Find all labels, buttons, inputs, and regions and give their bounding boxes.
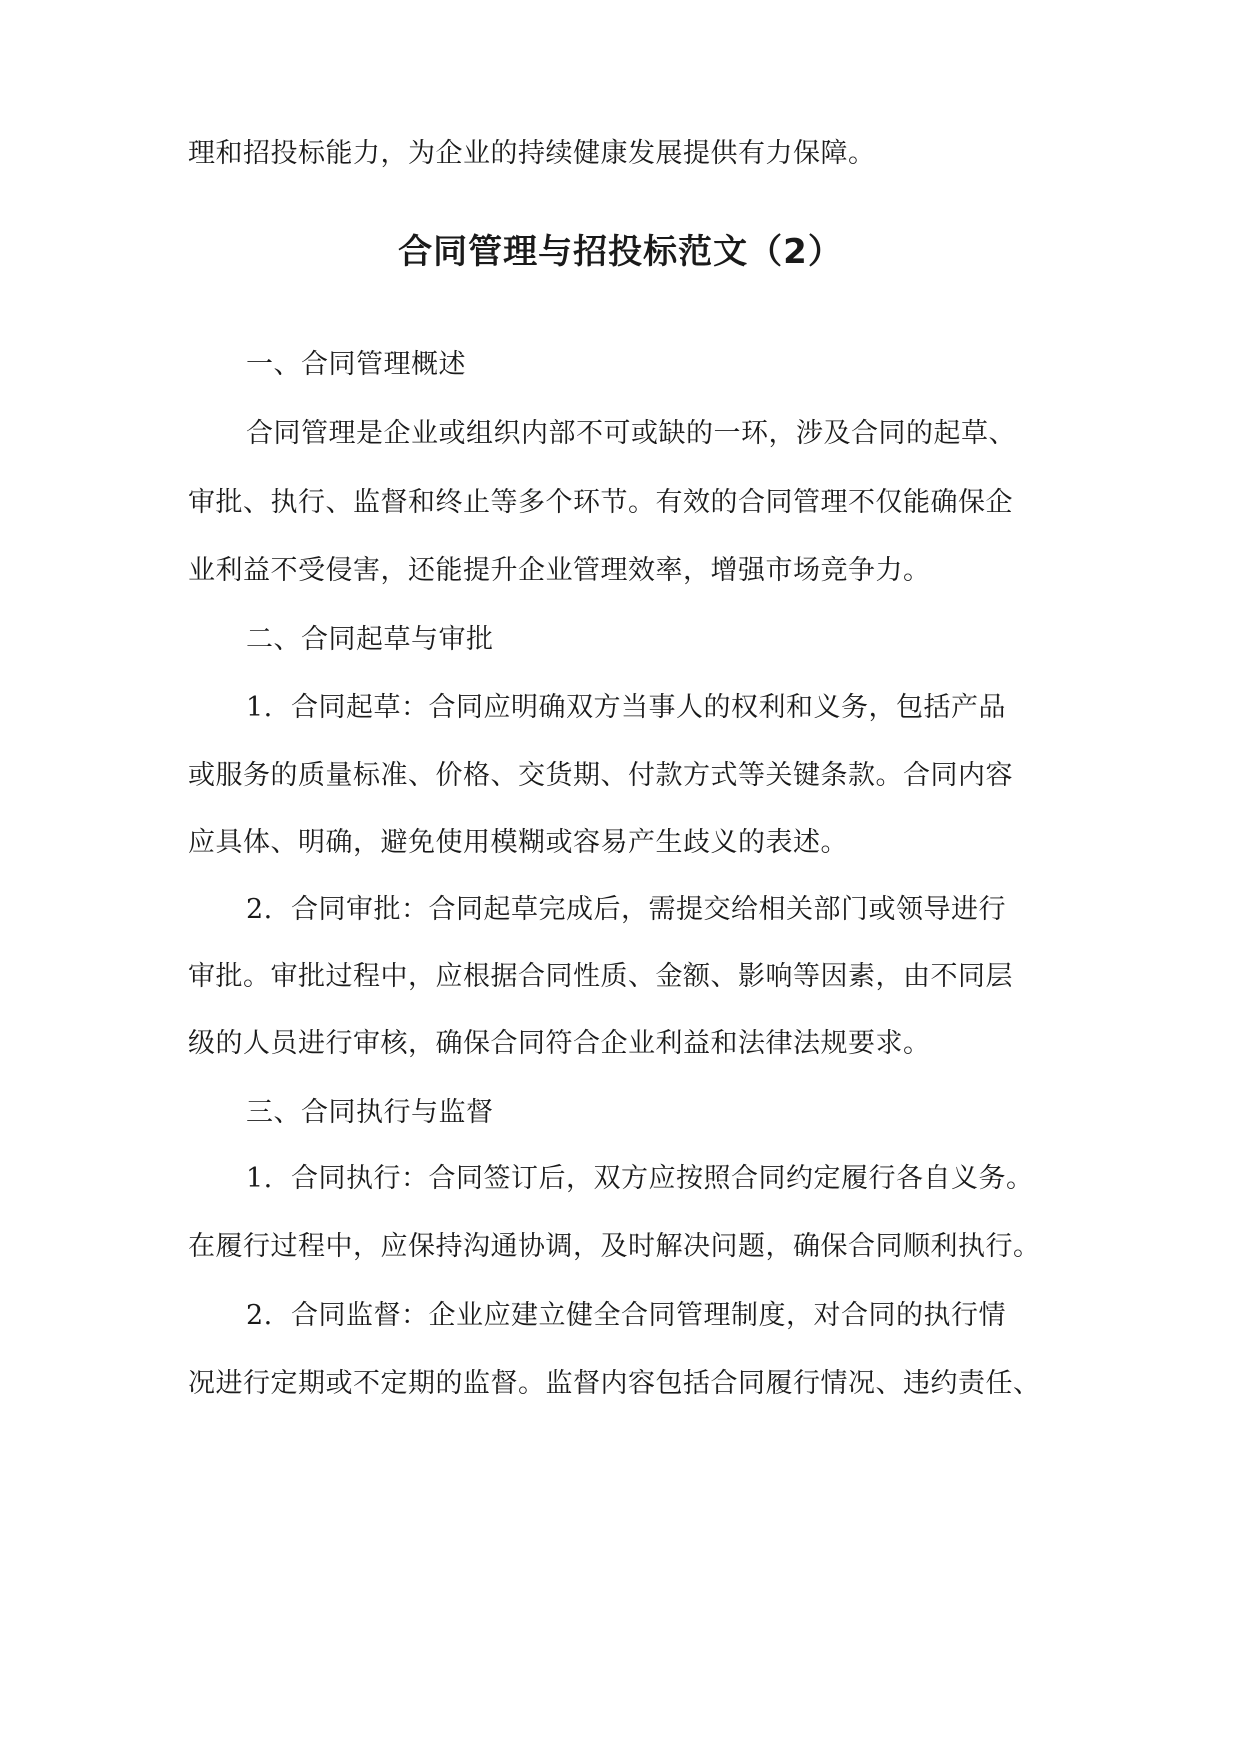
text-line: 合同管理是企业或组织内部不可或缺的一环，涉及合同的起草、 [246,418,1016,449]
list-item [246,890,1068,930]
text-line: 在履行过程中，应保持沟通协调，及时解决问题，确保合同顺利执行。 [188,1231,1041,1262]
item-number: 1. [246,1163,273,1194]
page-title: 合同管理与招投标范文（2） [398,232,843,272]
list-item [246,1296,1068,1336]
text-line: 或服务的质量标准、价格、交货期、付款方式等关键条款。合同内容 [188,760,1013,791]
text-line: 合同执行：合同签订后，双方应按照合同约定履行各自义务。 [291,1163,1034,1194]
text-line: 应具体、明确，避免使用模糊或容易产生歧义的表述。 [188,827,848,858]
text-line: 合同监督：企业应建立健全合同管理制度，对合同的执行情 [291,1300,1006,1331]
list-item [246,688,1068,728]
text-line: 理和招投标能力，为企业的持续健康发展提供有力保障。 [188,138,876,169]
list-item [246,1159,1068,1199]
section-heading: 二、合同起草与审批 [246,624,494,655]
text-line: 审批。审批过程中，应根据合同性质、金额、影响等因素，由不同层 [188,961,1013,992]
text-line: 业利益不受侵害，还能提升企业管理效率，增强市场竞争力。 [188,555,931,586]
text-line: 级的人员进行审核，确保合同符合企业利益和法律法规要求。 [188,1028,931,1059]
text-line: 审批、执行、监督和终止等多个环节。有效的合同管理不仅能确保企 [188,487,1013,518]
item-number: 2. [246,894,273,925]
text-line: 况进行定期或不定期的监督。监督内容包括合同履行情况、违约责任、 [188,1368,1041,1399]
item-number: 2. [246,1300,273,1331]
section-heading: 一、合同管理概述 [246,349,466,380]
text-line: 合同审批：合同起草完成后，需提交给相关部门或领导进行 [291,894,1006,925]
section-heading: 三、合同执行与监督 [246,1097,494,1128]
text-line: 合同起草：合同应明确双方当事人的权利和义务，包括产品 [291,692,1006,723]
item-number: 1. [246,692,273,723]
